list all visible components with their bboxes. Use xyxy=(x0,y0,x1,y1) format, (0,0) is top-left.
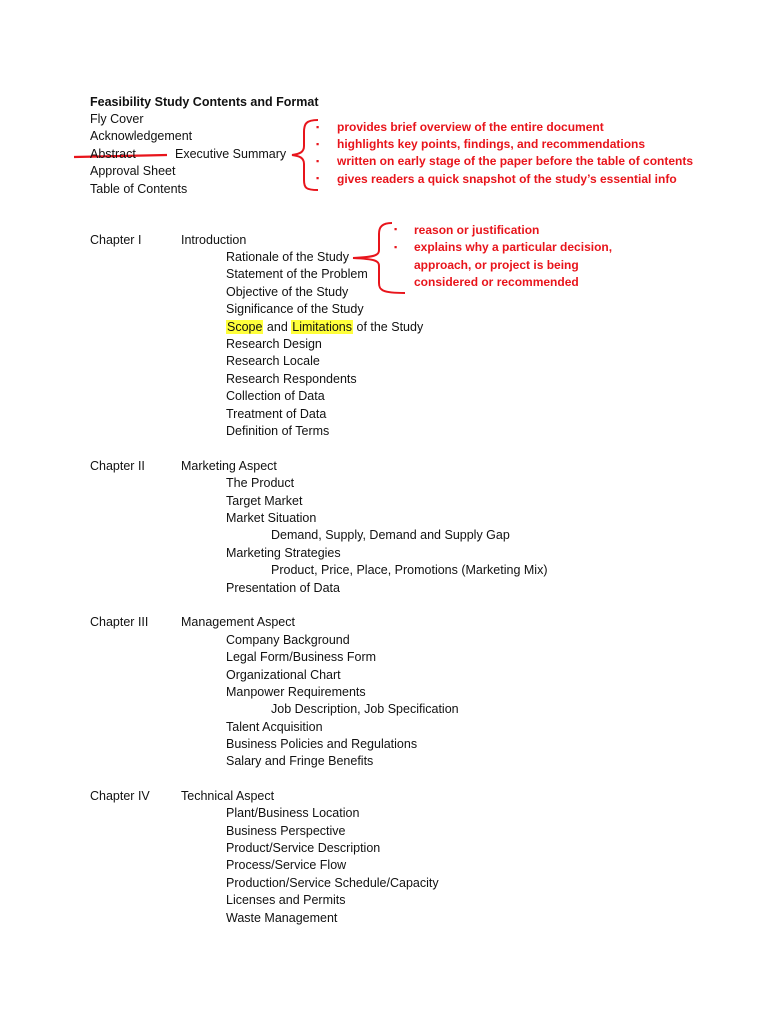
exec-note-4: gives readers a quick snapshot of the study’s essential info xyxy=(337,172,677,186)
chapter-subitem: Job Description, Job Specification xyxy=(271,702,459,716)
chapter-item: Research Respondents xyxy=(226,372,357,386)
chapter-title: Technical Aspect xyxy=(181,789,275,803)
rationale-note-2-line1: explains why a particular decision, xyxy=(414,240,613,254)
chapter-item: Treatment of Data xyxy=(226,407,327,421)
chapter-item: Organizational Chart xyxy=(226,668,341,682)
chapter-item: Collection of Data xyxy=(226,389,325,403)
chapter-label: Chapter I xyxy=(90,233,142,247)
executive-brace xyxy=(292,120,318,190)
front-table-of-contents: Table of Contents xyxy=(90,182,188,196)
front-approval-sheet: Approval Sheet xyxy=(90,164,176,178)
bullet-icon: ▪ xyxy=(316,173,320,183)
bullet-icon: ▪ xyxy=(394,242,398,252)
bullet-icon: ▪ xyxy=(394,224,398,234)
front-abstract-struck: Abstract xyxy=(90,147,136,161)
chapter-item: Research Design xyxy=(226,337,322,351)
rationale-note-2-line2: approach, or project is being xyxy=(414,258,579,272)
chapter-item: Process/Service Flow xyxy=(226,858,347,872)
bullet-icon: ▪ xyxy=(316,139,320,149)
chapter-item: Business Policies and Regulations xyxy=(226,737,418,751)
chapter-item: Rationale of the Study xyxy=(226,250,349,264)
chapter-item: Company Background xyxy=(226,633,350,647)
chapter-item: Significance of the Study xyxy=(226,302,364,316)
chapter-item: Presentation of Data xyxy=(226,581,340,595)
chapter-item: Legal Form/Business Form xyxy=(226,650,377,664)
chapter-item: Research Locale xyxy=(226,354,320,368)
chapter-item: Talent Acquisition xyxy=(226,720,323,734)
chapter-item: Licenses and Permits xyxy=(226,893,346,907)
front-executive-summary: Executive Summary xyxy=(175,147,287,161)
rationale-note-1: reason or justification xyxy=(414,223,540,237)
chapter-item: Product/Service Description xyxy=(226,841,381,855)
bullet-icon: ▪ xyxy=(316,122,320,132)
chapter-subitem: Product, Price, Place, Promotions (Marketing Mix) xyxy=(271,563,548,577)
chapter-title: Marketing Aspect xyxy=(181,459,277,473)
exec-note-2: highlights key points, findings, and recommendations xyxy=(337,137,646,151)
chapter-label: Chapter II xyxy=(90,459,145,473)
chapter-item: The Product xyxy=(226,476,295,490)
scope-and-text: and xyxy=(263,320,292,334)
chapter-item: Target Market xyxy=(226,494,303,508)
chapter-item: Marketing Strategies xyxy=(226,546,341,560)
chapter-item: Objective of the Study xyxy=(226,285,349,299)
exec-note-3: written on early stage of the paper before the table of contents xyxy=(337,154,694,168)
chapter-item: Salary and Fringe Benefits xyxy=(226,754,374,768)
chapter-item: Market Situation xyxy=(226,511,317,525)
document-title: Feasibility Study Contents and Format xyxy=(90,95,319,109)
chapter-title: Introduction xyxy=(181,233,247,247)
front-fly-cover: Fly Cover xyxy=(90,112,144,126)
chapter-item: Waste Management xyxy=(226,911,338,925)
chapter-item: Statement of the Problem xyxy=(226,267,368,281)
chapter-title: Management Aspect xyxy=(181,615,295,629)
chapter-item: Production/Service Schedule/Capacity xyxy=(226,876,439,890)
bullet-icon: ▪ xyxy=(316,156,320,166)
highlight-scope: Scope xyxy=(227,320,263,334)
chapter-item: Manpower Requirements xyxy=(226,685,366,699)
scope-of-study-text: of the Study xyxy=(353,320,424,334)
chapter-label: Chapter III xyxy=(90,615,149,629)
highlight-limitations: Limitations xyxy=(292,320,353,334)
chapter-item: Plant/Business Location xyxy=(226,806,360,820)
chapter-item: Definition of Terms xyxy=(226,424,330,438)
chapter-item: Business Perspective xyxy=(226,824,346,838)
rationale-note-2-line3: considered or recommended xyxy=(414,275,579,289)
chapter-subitem: Demand, Supply, Demand and Supply Gap xyxy=(271,528,510,542)
front-acknowledgement: Acknowledgement xyxy=(90,129,193,143)
chapter-label: Chapter IV xyxy=(90,789,150,803)
chapter-item-scope-limitations xyxy=(226,319,423,335)
exec-note-1: provides brief overview of the entire document xyxy=(337,120,604,134)
